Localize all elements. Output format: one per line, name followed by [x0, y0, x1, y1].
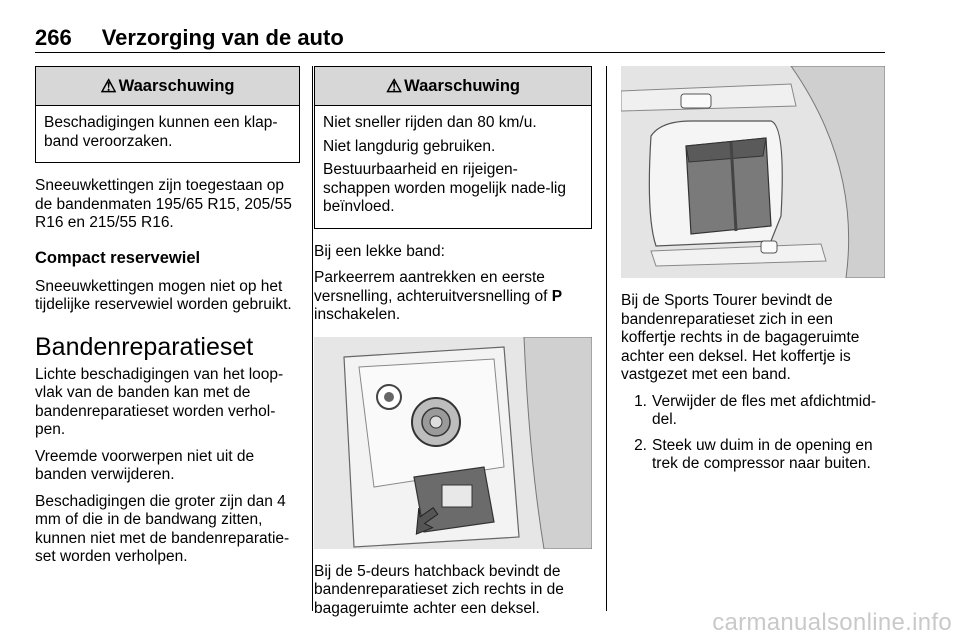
step-list — [621, 393, 886, 474]
warning-line: Niet sneller rijden dan 80 km/u. — [323, 114, 537, 131]
column-divider — [312, 66, 313, 611]
paragraph: Sneeuwkettingen zijn toegestaan op de bandenmaten 195/65 R15, 205/55 R16 en 215/55 R16. — [35, 177, 292, 231]
warning-title: Waarschuwing — [404, 76, 520, 95]
hatchback-repair-kit-figure — [314, 337, 592, 549]
warning-body — [36, 106, 299, 162]
warning-header — [315, 67, 591, 106]
watermark: carmanualsonline.info — [712, 609, 952, 636]
column-1 — [35, 66, 300, 575]
paragraph-text: inschakelen. — [314, 306, 401, 323]
paragraph-text: Parkeerrem aantrekken en eerste versnelling, achteruitversnelling of — [314, 269, 552, 305]
chapter-title: Verzorging van de auto — [101, 25, 344, 50]
paragraph: Sneeuwkettingen mogen niet op het tijdelijke reservewiel worden gebruikt. — [35, 277, 292, 313]
list-item — [621, 437, 886, 474]
page-header — [35, 20, 885, 53]
paragraph: Lichte beschadigingen van het loop-vlak van de banden kan met de bandenreparatieset worden verhol-pen. — [35, 365, 284, 438]
warning-box — [35, 66, 300, 163]
warning-line: Niet langdurig gebruiken. — [323, 137, 496, 155]
warning-header — [36, 67, 299, 106]
step-text: Verwijder de fles met afdichtmid-del. — [652, 392, 876, 428]
step-text: Steek uw duim in de opening en trek de compressor naar buiten. — [652, 436, 873, 472]
warning-triangle-icon: ⚠ — [386, 75, 403, 96]
step-number: 2. — [634, 436, 647, 454]
paragraph: Beschadigingen die groter zijn dan 4 mm of die in de bandwang zitten, kunnen niet met de bandenreparatie-set worden verholpen. — [35, 492, 290, 565]
column-2 — [314, 66, 592, 626]
step-number: 1. — [634, 392, 647, 410]
paragraph: Vreemde voorwerpen niet uit de banden verwijderen. — [35, 447, 255, 483]
paragraph: Bij een lekke band: — [314, 242, 445, 260]
column-divider — [606, 66, 607, 611]
gear-p-label: P — [551, 287, 563, 305]
warning-triangle-icon: ⚠ — [100, 75, 117, 96]
subheading: Compact reservewiel — [35, 248, 201, 267]
sports-tourer-repair-kit-figure — [621, 66, 885, 278]
column-3 — [621, 66, 886, 481]
warning-title: Waarschuwing — [118, 76, 235, 95]
page-number: 266 — [35, 25, 72, 50]
section-heading: Bandenreparatieset — [35, 332, 254, 361]
list-item — [621, 393, 886, 430]
warning-text: Beschadigingen kunnen een klap-band veroorzaken. — [44, 114, 278, 150]
hatchback-repair-kit-illustration — [314, 337, 592, 549]
figure-caption: Bij de 5-deurs hatchback bevindt de bandenreparatieset zich rechts in de bagageruimte achter een deksel. — [314, 562, 564, 617]
warning-line: Bestuurbaarheid en rijeigen-schappen worden mogelijk nade-lig beïnvloed. — [323, 161, 566, 215]
paragraph — [314, 269, 589, 325]
warning-box — [314, 66, 592, 229]
sports-tourer-repair-kit-illustration — [621, 66, 885, 278]
warning-body — [315, 106, 591, 228]
paragraph: Bij de Sports Tourer bevindt de bandenreparatieset zich in een koffertje rechts in de bagageruimte achter een deksel. Het koffertje is vastgezet met een band. — [621, 292, 860, 383]
